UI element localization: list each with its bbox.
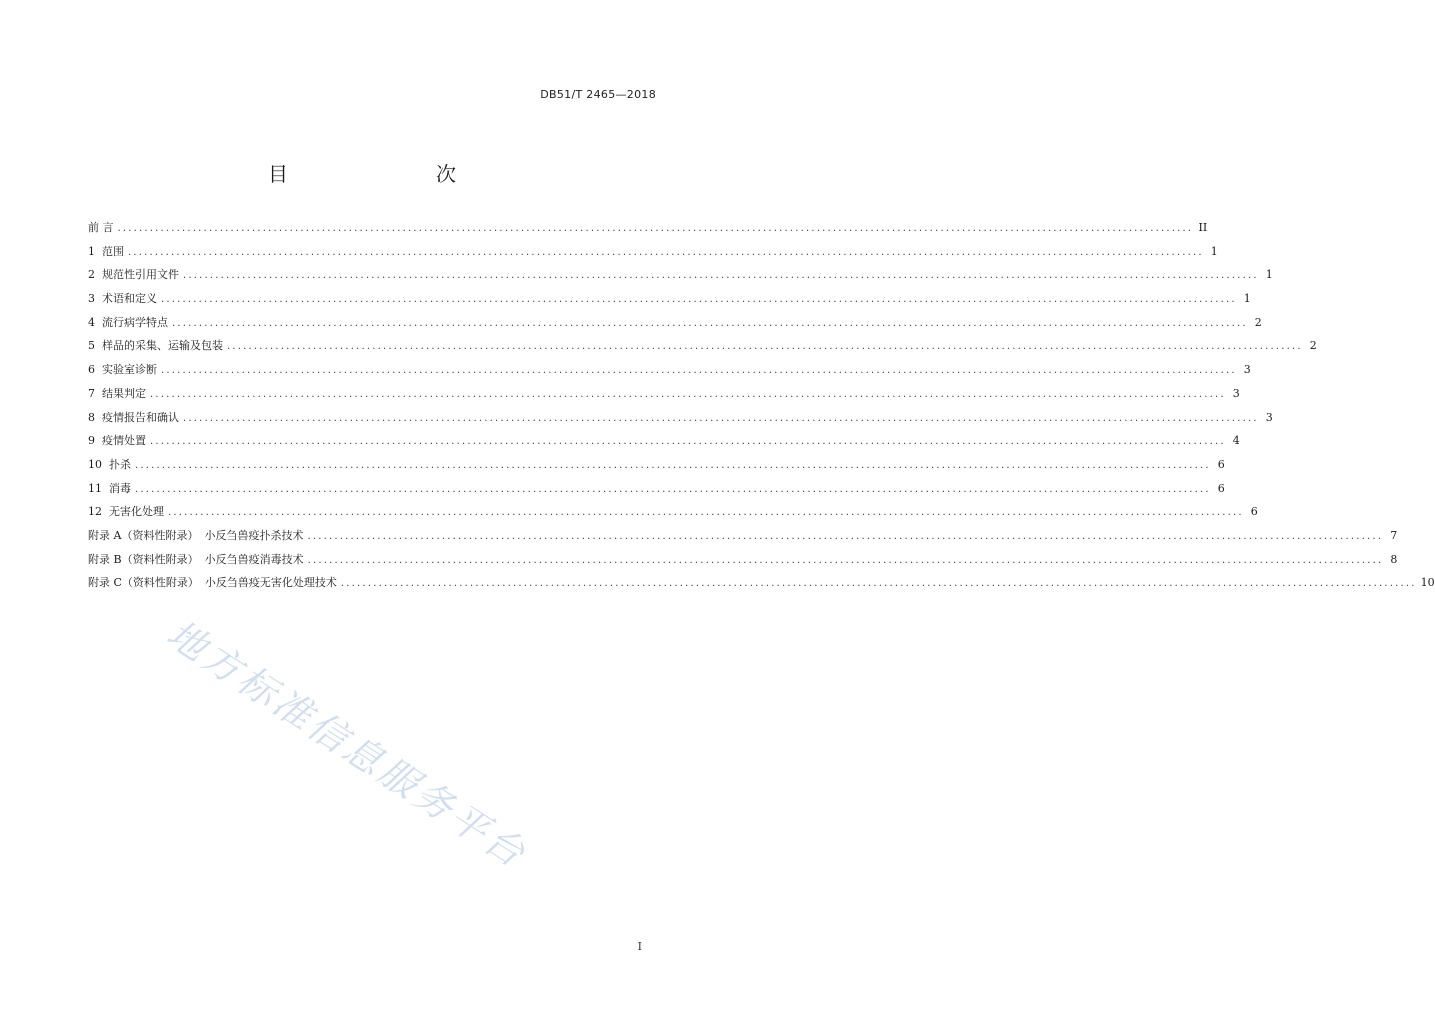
toc-entry-label bbox=[88, 358, 157, 382]
toc-entry[interactable] bbox=[88, 240, 1218, 264]
toc-entry-title: 附录 C（资料性附录） bbox=[88, 576, 199, 590]
toc-leader-dots: ........................................................................................................................................................................................................ bbox=[183, 412, 1259, 424]
toc-entry-label bbox=[88, 477, 131, 501]
toc-entry-title: 术语和定义 bbox=[102, 292, 157, 306]
toc-entry-title: 结果判定 bbox=[102, 386, 146, 400]
toc-entry-title: 前 言 bbox=[88, 221, 114, 234]
toc-entry[interactable] bbox=[88, 571, 1435, 595]
toc-entry-label bbox=[88, 382, 146, 406]
toc-entry-subtitle: 小反刍兽疫扑杀技术 bbox=[204, 528, 304, 542]
toc-entry[interactable] bbox=[88, 358, 1251, 382]
toc-leader-dots: ........................................................................................................................................................................................................ bbox=[307, 554, 1384, 566]
toc-entry-number: 10 bbox=[88, 457, 102, 471]
toc-entry[interactable] bbox=[88, 334, 1317, 358]
toc-entry-page: 8 bbox=[1390, 552, 1398, 566]
toc-entry-number: 9 bbox=[88, 434, 95, 448]
toc-entry-page: 1 bbox=[1210, 244, 1218, 258]
toc-entry-title: 消毒 bbox=[109, 481, 131, 495]
toc-entry-title: 范围 bbox=[102, 244, 124, 258]
toc-entry-page: 2 bbox=[1309, 339, 1317, 353]
toc-entry[interactable] bbox=[88, 548, 1398, 572]
toc-entry-number: 4 bbox=[88, 315, 95, 329]
toc-leader-dots: ........................................................................................................................................................................................................ bbox=[307, 530, 1384, 542]
toc-entry[interactable] bbox=[88, 453, 1225, 477]
toc-leader-dots: ........................................................................................................................................................................................................ bbox=[161, 294, 1237, 306]
toc-entry-title: 规范性引用文件 bbox=[102, 268, 179, 282]
toc-entry-number: 7 bbox=[88, 386, 95, 400]
toc-entry-label bbox=[88, 500, 164, 524]
toc-leader-dots: ........................................................................................................................................................................................................ bbox=[161, 365, 1237, 377]
toc-entry-number: 2 bbox=[88, 268, 95, 282]
toc-leader-dots: ........................................................................................................................................................................................................ bbox=[135, 483, 1211, 495]
toc-entry-page: 3 bbox=[1265, 410, 1273, 424]
toc-entry-number: 8 bbox=[88, 410, 95, 424]
toc-entry-label bbox=[88, 524, 303, 548]
toc-entry[interactable] bbox=[88, 524, 1398, 548]
toc-entry[interactable] bbox=[88, 477, 1225, 501]
toc-entry[interactable] bbox=[88, 429, 1240, 453]
toc-entry-label bbox=[88, 240, 124, 264]
toc-entry-label bbox=[88, 334, 223, 358]
toc-leader-dots: ........................................................................................................................................................................................................ bbox=[227, 341, 1303, 353]
toc-entry-number: 1 bbox=[88, 244, 95, 258]
toc-entry-title: 流行病学特点 bbox=[102, 315, 168, 329]
toc-entry[interactable] bbox=[88, 311, 1262, 335]
toc-entry-label bbox=[88, 263, 179, 287]
toc-entry[interactable] bbox=[88, 500, 1258, 524]
toc-entry-page: 6 bbox=[1250, 505, 1258, 519]
toc-leader-dots: ........................................................................................................................................................................................................ bbox=[340, 578, 1417, 590]
toc-entry-number: 6 bbox=[88, 363, 95, 377]
toc-entry-label bbox=[88, 548, 304, 572]
toc-entry-page: 3 bbox=[1243, 363, 1251, 377]
table-of-contents bbox=[88, 216, 1435, 595]
toc-entry-title: 样品的采集、运输及包装 bbox=[102, 339, 223, 353]
watermark: 地方标准信息服务平台 bbox=[159, 611, 536, 878]
toc-entry-label bbox=[88, 287, 157, 311]
toc-entry-title: 扑杀 bbox=[109, 457, 131, 471]
toc-entry[interactable] bbox=[88, 382, 1240, 406]
toc-entry-page: 1 bbox=[1243, 292, 1251, 306]
toc-entry-page: 6 bbox=[1217, 481, 1225, 495]
toc-leader-dots: ........................................................................................................................................................................................................ bbox=[128, 246, 1204, 258]
page-title: 目 次 bbox=[268, 162, 492, 186]
toc-entry-title: 附录 B（资料性附录） bbox=[88, 552, 199, 566]
toc-entry-title: 无害化处理 bbox=[109, 505, 164, 519]
toc-entry-label bbox=[88, 216, 114, 240]
document-code: DB51/T 2465—2018 bbox=[540, 88, 656, 101]
toc-entry-page: 7 bbox=[1390, 528, 1398, 542]
toc-entry-title: 疫情处置 bbox=[102, 434, 146, 448]
toc-entry-number: 5 bbox=[88, 339, 95, 353]
toc-entry-page: 3 bbox=[1232, 386, 1240, 400]
toc-leader-dots: ........................................................................................................................................................................................................ bbox=[150, 388, 1226, 400]
toc-entry-subtitle: 小反刍兽疫消毒技术 bbox=[204, 552, 304, 566]
toc-entry-title: 附录 A（资料性附录） bbox=[88, 528, 199, 542]
toc-entry-title: 疫情报告和确认 bbox=[102, 410, 179, 424]
toc-leader-dots: ........................................................................................................................................................................................................ bbox=[135, 459, 1211, 471]
toc-entry-page: 10 bbox=[1420, 576, 1435, 590]
toc-entry-label bbox=[88, 453, 131, 477]
toc-leader-dots: ........................................................................................................................................................................................................ bbox=[172, 317, 1248, 329]
toc-leader-dots: ........................................................................................................................................................................................................ bbox=[168, 507, 1244, 519]
toc-leader-dots: ........................................................................................................................................................................................................ bbox=[117, 223, 1194, 234]
toc-entry-title: 实验室诊断 bbox=[102, 363, 157, 377]
toc-entry-page: II bbox=[1198, 221, 1208, 234]
toc-entry-label bbox=[88, 571, 337, 595]
toc-entry-page: 2 bbox=[1254, 315, 1262, 329]
toc-entry[interactable] bbox=[88, 216, 1208, 240]
toc-entry-number: 3 bbox=[88, 292, 95, 306]
toc-entry-label bbox=[88, 406, 179, 430]
toc-entry[interactable] bbox=[88, 287, 1251, 311]
toc-entry-page: 6 bbox=[1217, 457, 1225, 471]
toc-entry-label bbox=[88, 429, 146, 453]
toc-entry-number: 11 bbox=[88, 481, 102, 495]
toc-entry[interactable] bbox=[88, 406, 1273, 430]
toc-entry-subtitle: 小反刍兽疫无害化处理技术 bbox=[204, 576, 337, 590]
page-number: I bbox=[637, 940, 642, 953]
toc-entry-label bbox=[88, 311, 168, 335]
toc-entry-page: 4 bbox=[1232, 434, 1240, 448]
toc-leader-dots: ........................................................................................................................................................................................................ bbox=[183, 270, 1259, 282]
toc-entry[interactable] bbox=[88, 263, 1273, 287]
toc-leader-dots: ........................................................................................................................................................................................................ bbox=[150, 436, 1226, 448]
toc-entry-number: 12 bbox=[88, 505, 102, 519]
toc-entry-page: 1 bbox=[1265, 268, 1273, 282]
